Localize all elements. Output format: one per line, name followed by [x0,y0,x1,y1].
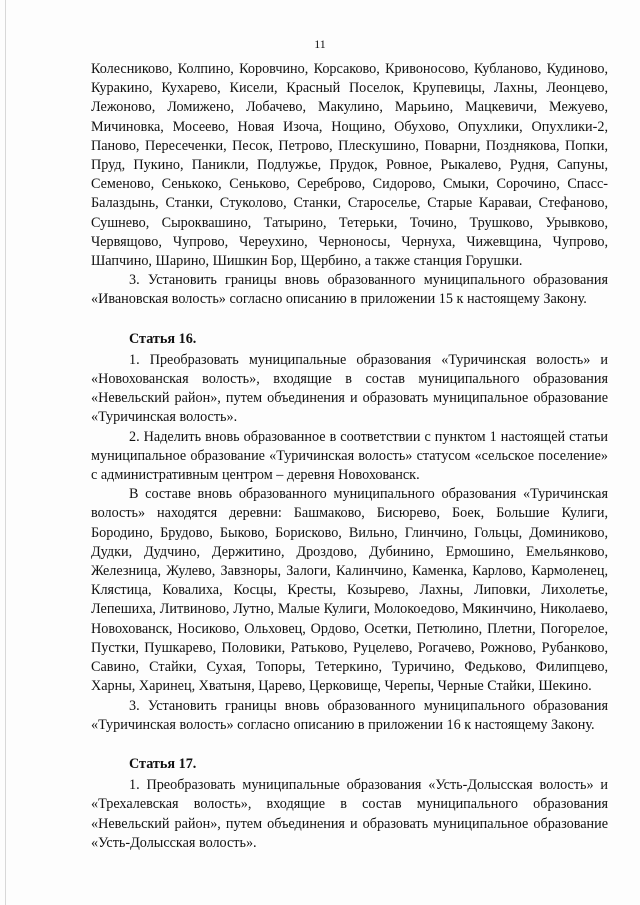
article17-heading: Статья 17. [129,755,197,772]
article16-village-list: В составе вновь образованного муниципального образования «Туричинская волость» находятся деревни: Башмаково, Бисюрево, Боек, Большие Кулиги, Бородино, Брудово, Быково, Борисково, Вильно, Глинчино, Гольцы, Доминиково, Дудки, Дудчино, Держитино, Дроздово, Дубинино, Ермошино, Емельянково, Железница, Жулево, Завзноры, Залоги, Калинчино, Каменка, Карлово, Кармоленец, Клястица, Ковалиха, Косцы, Кресты, Козырево, Лахны, Липовки, Лихолетье, Лепешиха, Литвиново, Лутно, Малые Кулиги, Молокоедово, Мякинчино, Николаево, Новохованск, Носиково, Ольховец, Ордово, Осетки, Петюлино, Плетни, Погорелое, Пустки, Пушкарево, Половики, Ратьково, Руцелево, Рогачево, Рожново, Рубанково, Савино, Стайки, Сухая, Топоры, Тетеркино, Туричино, Федьково, Филипцево, Харны, Харинец, Хватыня, Царево, Церковище, Черепы, Черные Стайки, Шекино. [91,486,608,695]
article16-heading: Статья 16. [129,330,197,347]
article16-item3: 3. Установить границы вновь образованного муниципального образования «Туричинская волость» согласно описанию в приложении 16 к настоящему Закону. [91,697,608,733]
article15-item3: 3. Установить границы вновь образованного муниципального образования «Ивановская волость» согласно описанию в приложении 15 к настоящему Закону. [91,272,608,308]
scan-edge-line [5,0,6,905]
article16-item1: 1. Преобразовать муниципальные образования «Туричинская волость» и «Новохованская волость», входящие в состав муниципального образования «Невельский район», путем объединения и образовать муниципальное образование «Туричинская волость». [91,351,608,426]
village-list-continued: Колесниково, Колпино, Коровчино, Корсаково, Кривоносово, Кубланово, Кудиново, Куракино, Кухарево, Кисели, Красный Поселок, Крупевицы, Лахны, Леонцево, Лежоново, Ломижено, Лобачево, Макулино, Марьино, Мацкевичи, Межуево, Мичиновка, Мосеево, Новая Изоча, Нощино, Обухово, Опухлики, Опухлики-2, Паново, Пересеченки, Песок, Петрово, Плескушино, Поварни, Позднякова, Попки, Пруд, Пукино, Паникли, Подлужье, Прудок, Ровное, Рыкалево, Рудня, Сапуны, Семеново, Сенькоко, Сеньково, Сереброво, Сидорово, Смыки, Сорочино, Спасс-Балаздынь, Станки, Стуколово, Станки, Староселье, Старые Караваи, Стефаново, Сушнево, Сыроквашино, Татырино, Тетерьки, Точино, Трушково, Урывково, Червящово, Чупрово, Череухино, Черноносы, Чернуха, Чижевщина, Чупрово, Шапчино, Шарино, Шишкин Бор, Щербино, а также станция Горушки. [91,61,608,270]
article16-item2: 2. Наделить вновь образованное в соответствии с пунктом 1 настоящей статьи муниципальное образование «Туричинская волость» статусом «сельское поселение» с административным центром – деревня Новохованск. [91,428,608,484]
article17-item1: 1. Преобразовать муниципальные образования «Усть-Долысская волость» и «Трехалевская волость», входящие в состав муниципального образования «Невельский район», путем объединения и образовать муниципальное образование «Усть-Долысская волость». [91,777,608,851]
page-number: 11 [314,37,326,51]
document-body [91,60,608,853]
